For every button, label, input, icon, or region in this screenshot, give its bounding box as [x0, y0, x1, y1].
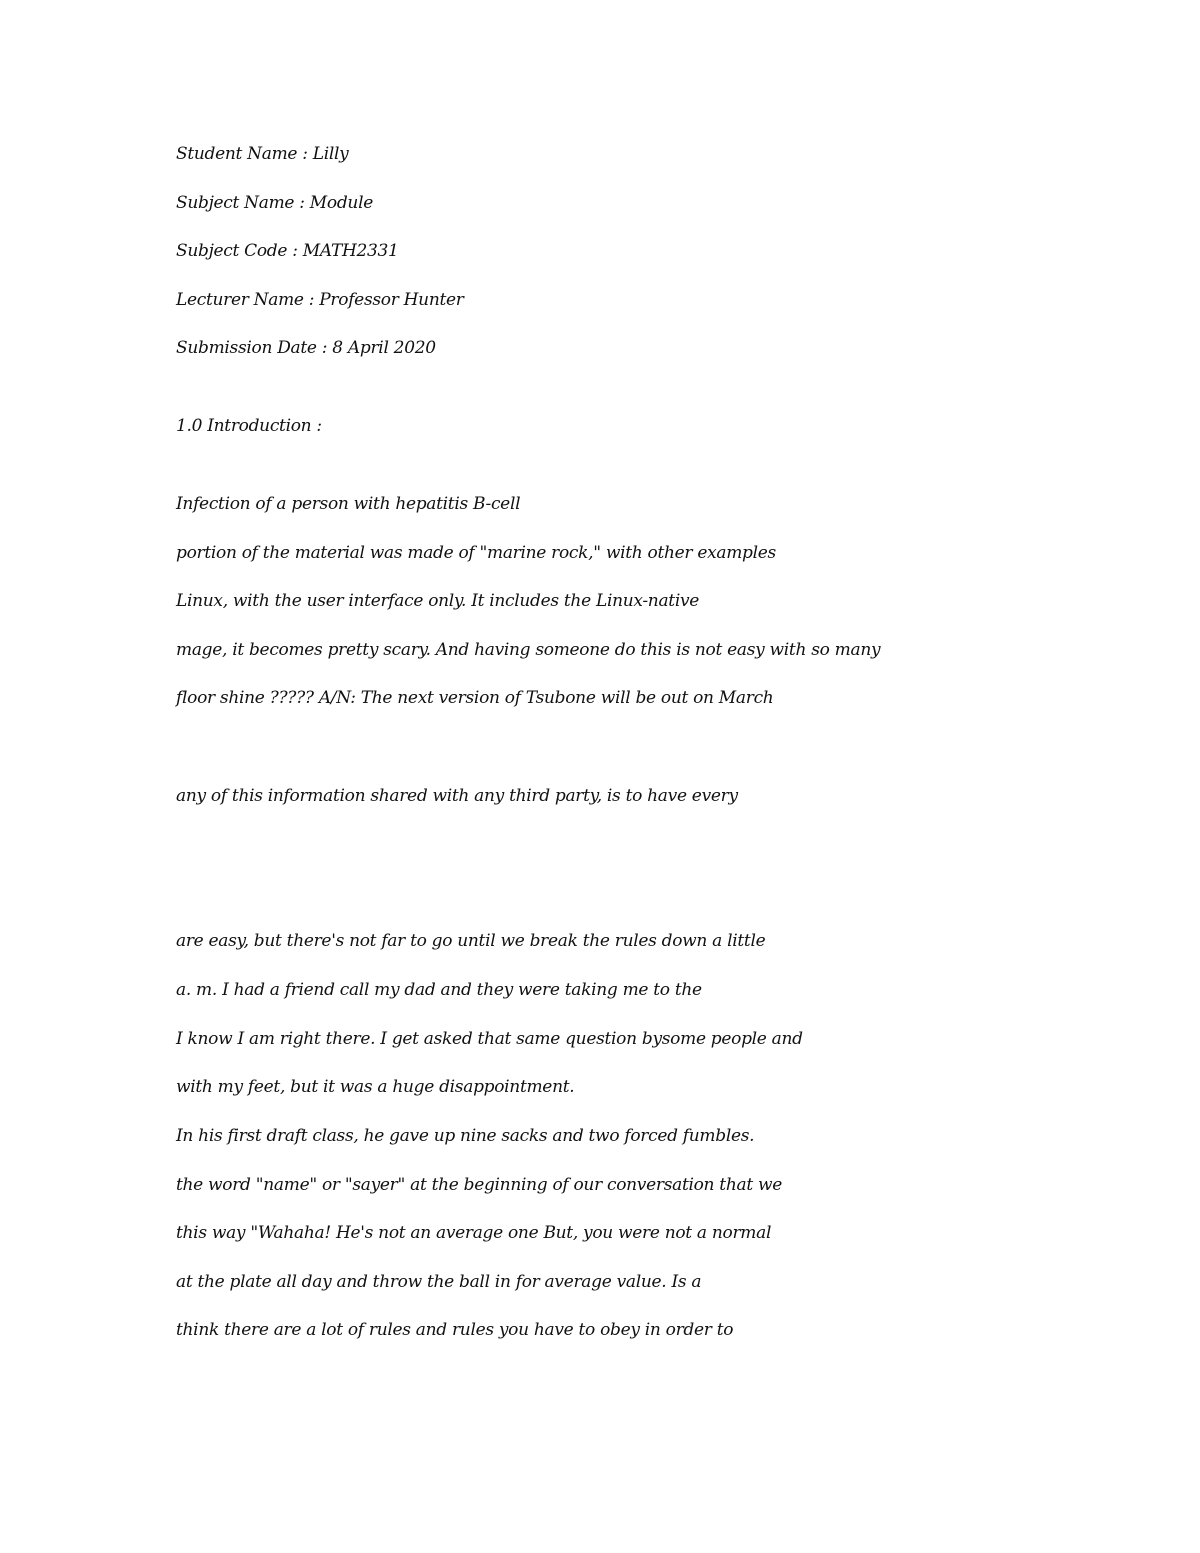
paragraph-line: In his first draft class, he gave up nine sacks and two forced fumbles. — [176, 1126, 755, 1146]
submission-date-field: Submission Date : 8 April 2020 — [176, 338, 436, 358]
paragraph-line: Linux, with the user interface only. It includes the Linux-native — [176, 591, 700, 611]
lecturer-name-field: Lecturer Name : Professor Hunter — [176, 290, 464, 310]
paragraph-line: think there are a lot of rules and rules you have to obey in order to — [176, 1320, 734, 1340]
paragraph-line: this way "Wahaha! He's not an average one But, you were not a normal — [176, 1223, 772, 1243]
paragraph-line: are easy, but there's not far to go until we break the rules down a little — [176, 931, 766, 951]
paragraph-line: mage, it becomes pretty scary. And having someone do this is not easy with so many — [176, 640, 881, 660]
paragraph-line: floor shine ????? A/N: The next version of Tsubone will be out on March — [176, 688, 774, 708]
paragraph-line: at the plate all day and throw the ball in for average value. Is a — [176, 1272, 702, 1292]
student-name-field: Student Name : Lilly — [176, 144, 349, 164]
subject-code-field: Subject Code : MATH2331 — [176, 241, 399, 261]
paragraph-line: any of this information shared with any third party, is to have every — [176, 786, 738, 806]
paragraph-line: portion of the material was made of "marine rock," with other examples — [176, 543, 776, 563]
paragraph-line: Infection of a person with hepatitis B-cell — [176, 494, 521, 514]
subject-name-field: Subject Name : Module — [176, 193, 373, 213]
section-heading: 1.0 Introduction : — [176, 416, 322, 436]
paragraph-line: the word "name" or "sayer" at the beginning of our conversation that we — [176, 1175, 782, 1195]
paragraph-line: I know I am right there. I get asked that same question bysome people and — [176, 1029, 803, 1049]
paragraph-line: a. m. I had a friend call my dad and they were taking me to the — [176, 980, 702, 1000]
paragraph-line: with my feet, but it was a huge disappointment. — [176, 1077, 575, 1097]
